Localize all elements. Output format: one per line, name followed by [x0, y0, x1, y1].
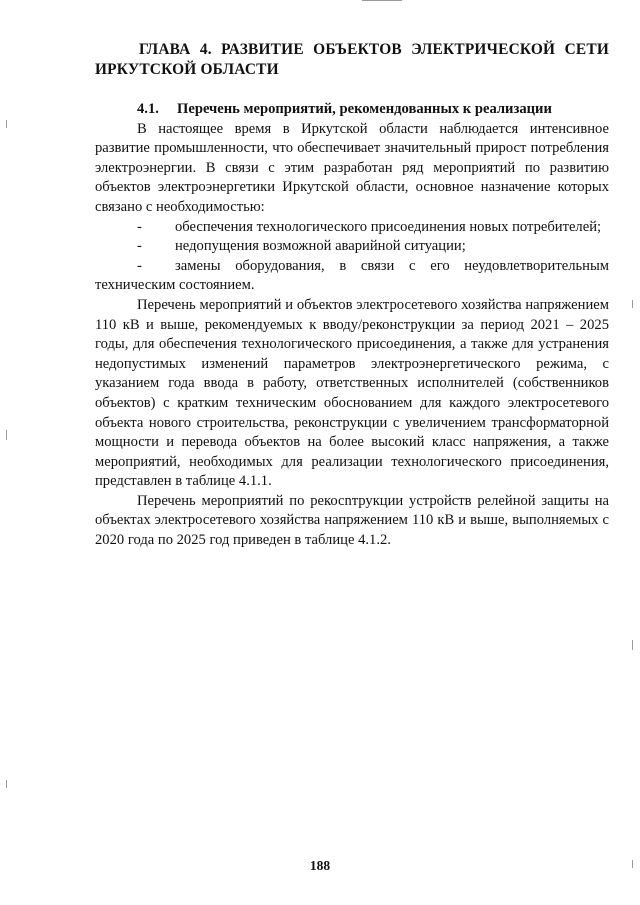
scan-mark-left-3 — [6, 780, 7, 788]
list-item — [95, 257, 609, 296]
scan-mark-top — [362, 0, 402, 1]
section-heading — [95, 100, 609, 120]
section-number: 4.1. — [137, 101, 159, 117]
scan-mark-left-2 — [6, 430, 7, 440]
scan-mark-left-1 — [6, 120, 7, 128]
section-title: Перечень мероприятий, рекомендованных к реализации — [177, 101, 552, 117]
list-item — [95, 218, 609, 238]
list-item-text: замены оборудования, в связи с его неудовлетворительным техническим состоянием. — [95, 257, 609, 294]
list-dash: - — [137, 238, 142, 255]
list-dash: - — [137, 257, 142, 274]
scan-mark-right-2 — [632, 640, 633, 650]
list-item-text: обеспечения технологического присоединения новых потребителей; — [175, 218, 602, 235]
list-item — [95, 237, 609, 257]
paragraph-relay-protection: Перечень мероприятий по рекосnтрукции устройств релейной защиты на объектах электросетевого хозяйства напряжением 110 кВ и выше, выполняемых с 2020 года по 2025 год приведен в таблице 4.1.2. — [95, 492, 609, 549]
chapter-title: ГЛАВА 4. РАЗВИТИЕ ОБЪЕКТОВ ЭЛЕКТРИЧЕСКОЙ СЕТИ ИРКУТСКОЙ ОБЛАСТИ — [95, 41, 609, 78]
list-dash: - — [137, 218, 142, 235]
paragraph-measures-list: Перечень мероприятий и объектов электросетевого хозяйства напряжением 110 кВ и выше, рекомендуемых к вводу/реконструкции за период 2021 – 2025 годы, для обеспечения технологического присоединения, а также для устранения недопустимых изменений параметров электроэнергетического режима, с указанием года ввода в работу, ответственных исполнителей (собственников объектов) с кратким техническим обоснованием для каждого электросетевого объекта нового строительства, реконструкции с увеличением трансформаторной мощности и перевода объектов на более высокий класс напряжения, а также мероприятий, необходимых для реализации технологического присоединения, представлен в таблице 4.1.1. — [95, 296, 609, 490]
necessity-list — [95, 218, 609, 296]
list-item-text: недопущения возможной аварийной ситуации; — [175, 238, 466, 255]
page-content — [95, 40, 609, 551]
paragraph-intro: В настоящее время в Иркутской области наблюдается интенсивное развитие промышленности, что обеспечивает значительный прирост потребления электроэнергии. В связи с этим разработан ряд мероприятий по развитию объектов электроэнергетики Иркутской области, основное назначение которых связано с необходимостью: — [95, 120, 609, 215]
scan-mark-right-1 — [632, 300, 633, 308]
page-number: 188 — [309, 858, 331, 873]
